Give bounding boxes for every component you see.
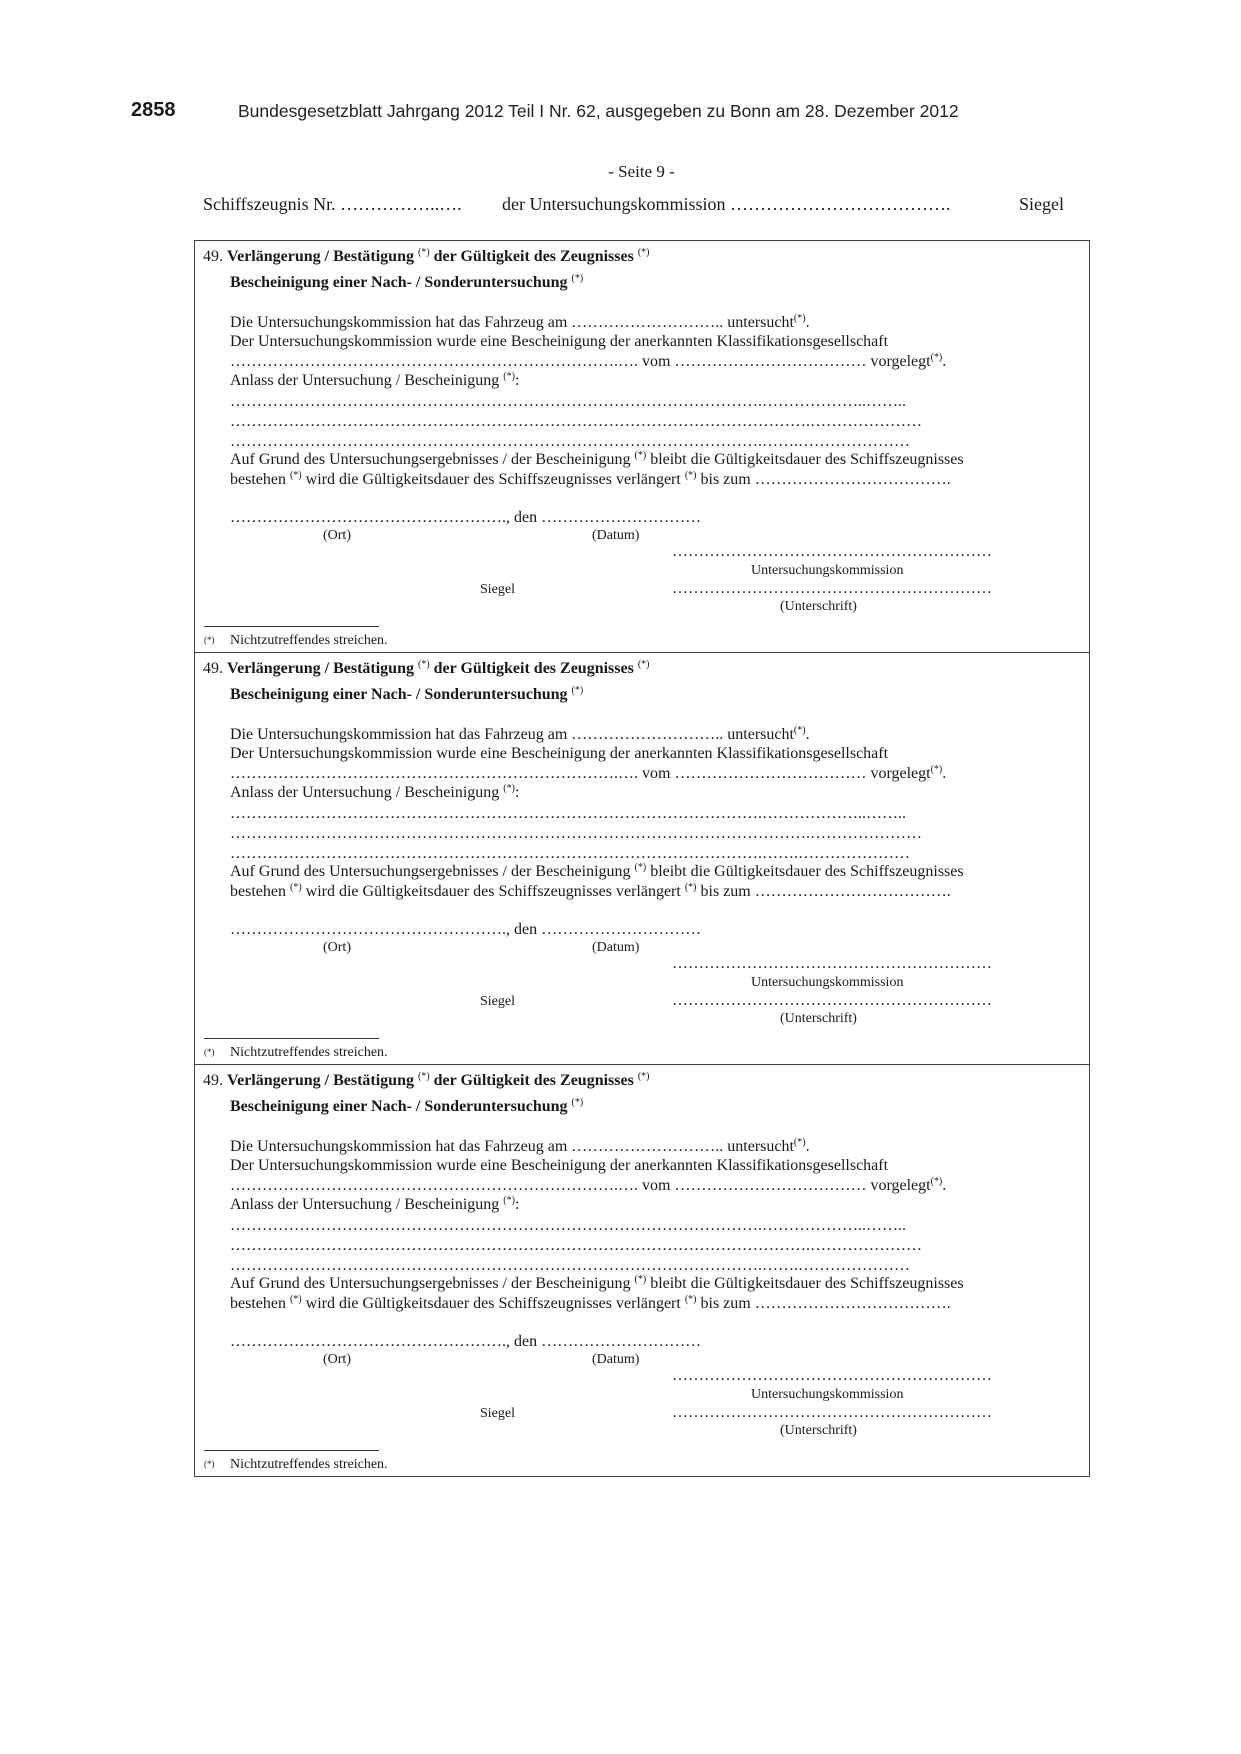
footnote-mark: (*) — [793, 313, 806, 324]
validity-text-c: bis zum ………………………………. — [700, 1295, 951, 1312]
footnote-text: Nichtzutreffendes streichen. — [230, 1045, 388, 1060]
footnote-mark: (*) — [571, 273, 584, 284]
date-caption: (Datum) — [592, 1352, 640, 1367]
seal-label: Siegel — [480, 994, 515, 1009]
footnote-mark: (*) — [571, 685, 584, 696]
submitted-line — [230, 765, 946, 783]
footnote-mark: (*) — [684, 470, 697, 481]
classification-line: Der Untersuchungskommission wurde eine Bescheinigung der anerkannten Klassifikationsgesellschaft — [230, 745, 889, 762]
inspection-date-text: Die Untersuchungskommission hat das Fahrzeug am ……………………….. untersucht — [230, 314, 794, 331]
punctuation: . — [805, 314, 810, 331]
footnote-rule — [204, 1038, 379, 1039]
footnote-mark: (*) — [684, 882, 697, 893]
inspection-date-text: Die Untersuchungskommission hat das Fahrzeug am ……………………….. untersucht — [230, 726, 794, 743]
inspection-date-line — [230, 726, 810, 744]
punctuation: . — [942, 353, 947, 370]
place-caption: (Ort) — [323, 940, 351, 955]
header-seal-label: Siegel — [1019, 194, 1064, 214]
validity-text-b: wird die Gültigkeitsdauer des Schiffszeugnisses verlängert — [305, 471, 681, 488]
footnote-line — [204, 1042, 215, 1061]
signature-dots: …………………………………………………… — [672, 992, 992, 1009]
footnote-mark: (*) — [930, 352, 943, 363]
form-subtitle-line — [230, 274, 583, 292]
footnote-line — [204, 630, 215, 649]
form-block-2 — [194, 652, 1090, 1064]
commission-caption: Untersuchungskommission — [751, 563, 904, 578]
form-subtitle: Bescheinigung einer Nach- / Sonderuntersuchung — [230, 274, 568, 291]
date-caption: (Datum) — [592, 528, 640, 543]
commission-dots: …………………………………………………… — [672, 543, 992, 560]
signature-dots: …………………………………………………… — [672, 580, 992, 597]
footnote-mark: (*) — [634, 1274, 647, 1285]
item-number: 49. — [203, 248, 223, 265]
reason-label: Anlass der Untersuchung / Bescheinigung — [230, 784, 500, 801]
title-part-a: Verlängerung / Bestätigung — [227, 248, 414, 265]
form-subtitle: Bescheinigung einer Nach- / Sonderuntersuchung — [230, 1098, 568, 1115]
validity-text-a: bestehen — [230, 1295, 286, 1312]
item-number: 49. — [203, 660, 223, 677]
signature-caption: (Unterschrift) — [780, 1011, 857, 1026]
reason-dots-2: ……………………………………………………………………………………………….………………… — [230, 413, 922, 430]
signature-caption: (Unterschrift) — [780, 1423, 857, 1438]
footnote-mark: (*) — [289, 1294, 302, 1305]
reason-dots-3: ……………………………………………………………………………………….…….………………… — [230, 1257, 910, 1274]
footnote-marker: (*) — [204, 1459, 215, 1469]
footnote-mark: (*) — [637, 247, 650, 258]
page-indicator: - Seite 9 - — [608, 162, 675, 181]
footnote-mark: (*) — [637, 1071, 650, 1082]
form-block-3 — [194, 1064, 1090, 1477]
place-date-line: ……………………………………………., den ………………………… — [230, 509, 702, 526]
page-number: 2858 — [131, 99, 176, 121]
item-number: 49. — [203, 1072, 223, 1089]
footnote-mark: (*) — [930, 764, 943, 775]
footnote-mark: (*) — [634, 862, 647, 873]
result-line — [230, 451, 964, 469]
place-date-line: ……………………………………………., den ………………………… — [230, 1333, 702, 1350]
publication-title: Bundesgesetzblatt Jahrgang 2012 Teil I Nr. 62, ausgegeben zu Bonn am 28. Dezember 2012 — [238, 101, 959, 121]
footnote-mark: (*) — [793, 725, 806, 736]
punctuation: : — [514, 784, 520, 801]
footnote-mark: (*) — [571, 1097, 584, 1108]
signature-dots: …………………………………………………… — [672, 1404, 992, 1421]
commission-field: der Untersuchungskommission ………………………………. — [502, 194, 951, 214]
commission-caption: Untersuchungskommission — [751, 975, 904, 990]
reason-dots-1: ……………………………………………………………………………………….………………..…….. — [230, 1217, 906, 1234]
reason-dots-3: ……………………………………………………………………………………….…….………………… — [230, 845, 910, 862]
validity-text-b: wird die Gültigkeitsdauer des Schiffszeugnisses verlängert — [305, 1295, 681, 1312]
validity-text-c: bis zum ………………………………. — [700, 883, 951, 900]
footnote-text: Nichtzutreffendes streichen. — [230, 633, 388, 648]
result-text-a: Auf Grund des Untersuchungsergebnisses / der Bescheinigung — [230, 1275, 631, 1292]
punctuation: : — [514, 1196, 520, 1213]
title-part-b: der Gültigkeit des Zeugnisses — [433, 660, 634, 677]
reason-line — [230, 784, 519, 802]
classification-line: Der Untersuchungskommission wurde eine Bescheinigung der anerkannten Klassifikationsgesellschaft — [230, 333, 889, 350]
submitted-text: ……………………………………………………………….…. vom ……………………………… vorgelegt — [230, 353, 931, 370]
form-title-line — [203, 248, 650, 266]
result-text-a: Auf Grund des Untersuchungsergebnisses / der Bescheinigung — [230, 451, 631, 468]
validity-text-b: wird die Gültigkeitsdauer des Schiffszeugnisses verlängert — [305, 883, 681, 900]
validity-line — [230, 471, 951, 489]
inspection-date-line — [230, 1138, 810, 1156]
commission-dots: …………………………………………………… — [672, 955, 992, 972]
footnote-mark: (*) — [503, 783, 515, 794]
footnote-mark: (*) — [637, 659, 650, 670]
punctuation: . — [805, 726, 810, 743]
result-line — [230, 863, 964, 881]
title-part-b: der Gültigkeit des Zeugnisses — [433, 248, 634, 265]
validity-text-a: bestehen — [230, 471, 286, 488]
form-title-line — [203, 660, 650, 678]
seal-label: Siegel — [480, 1406, 515, 1421]
footnote-mark: (*) — [289, 882, 302, 893]
punctuation: . — [942, 765, 947, 782]
commission-dots: …………………………………………………… — [672, 1367, 992, 1384]
footnote-mark: (*) — [417, 247, 430, 258]
result-text-a: Auf Grund des Untersuchungsergebnisses / der Bescheinigung — [230, 863, 631, 880]
footnote-text: Nichtzutreffendes streichen. — [230, 1457, 388, 1472]
inspection-date-text: Die Untersuchungskommission hat das Fahrzeug am ……………………….. untersucht — [230, 1138, 794, 1155]
footnote-mark: (*) — [634, 450, 647, 461]
footnote-mark: (*) — [417, 659, 430, 670]
inspection-date-line — [230, 314, 810, 332]
form-subtitle-line — [230, 1098, 583, 1116]
commission-caption: Untersuchungskommission — [751, 1387, 904, 1402]
place-date-line: ……………………………………………., den ………………………… — [230, 921, 702, 938]
submitted-text: ……………………………………………………………….…. vom ……………………………… vorgelegt — [230, 1177, 931, 1194]
form-block-1 — [194, 240, 1090, 652]
reason-dots-2: ……………………………………………………………………………………………….………………… — [230, 1237, 922, 1254]
footnote-mark: (*) — [930, 1176, 943, 1187]
footnote-mark: (*) — [503, 371, 515, 382]
reason-line — [230, 1196, 519, 1214]
title-part-a: Verlängerung / Bestätigung — [227, 1072, 414, 1089]
result-text-b: bleibt die Gültigkeitsdauer des Schiffszeugnisses — [650, 451, 964, 468]
form-title-line — [203, 1072, 650, 1090]
reason-line — [230, 372, 519, 390]
footnote-marker: (*) — [204, 635, 215, 645]
footnote-mark: (*) — [684, 1294, 697, 1305]
place-caption: (Ort) — [323, 528, 351, 543]
submitted-text: ……………………………………………………………….…. vom ……………………………… vorgelegt — [230, 765, 931, 782]
validity-line — [230, 883, 951, 901]
submitted-line — [230, 1177, 946, 1195]
footnote-rule — [204, 626, 379, 627]
reason-label: Anlass der Untersuchung / Bescheinigung — [230, 1196, 500, 1213]
footnote-mark: (*) — [793, 1137, 806, 1148]
submitted-line — [230, 353, 946, 371]
classification-line: Der Untersuchungskommission wurde eine Bescheinigung der anerkannten Klassifikationsgesellschaft — [230, 1157, 889, 1174]
result-line — [230, 1275, 964, 1293]
punctuation: . — [805, 1138, 810, 1155]
reason-label: Anlass der Untersuchung / Bescheinigung — [230, 372, 500, 389]
result-text-b: bleibt die Gültigkeitsdauer des Schiffszeugnisses — [650, 1275, 964, 1292]
validity-text-a: bestehen — [230, 883, 286, 900]
certificate-number-field: Schiffszeugnis Nr. ……………..…. — [203, 194, 462, 214]
signature-caption: (Unterschrift) — [780, 599, 857, 614]
reason-dots-1: ……………………………………………………………………………………….………………..…….. — [230, 805, 906, 822]
result-text-b: bleibt die Gültigkeitsdauer des Schiffszeugnisses — [650, 863, 964, 880]
footnote-mark: (*) — [503, 1195, 515, 1206]
reason-dots-2: ……………………………………………………………………………………………….………………… — [230, 825, 922, 842]
title-part-b: der Gültigkeit des Zeugnisses — [433, 1072, 634, 1089]
footnote-marker: (*) — [204, 1047, 215, 1057]
form-subtitle: Bescheinigung einer Nach- / Sonderuntersuchung — [230, 686, 568, 703]
date-caption: (Datum) — [592, 940, 640, 955]
validity-line — [230, 1295, 951, 1313]
punctuation: . — [942, 1177, 947, 1194]
punctuation: : — [514, 372, 520, 389]
validity-text-c: bis zum ………………………………. — [700, 471, 951, 488]
footnote-mark: (*) — [417, 1071, 430, 1082]
footnote-mark: (*) — [289, 470, 302, 481]
reason-dots-1: ……………………………………………………………………………………….………………..…….. — [230, 393, 906, 410]
reason-dots-3: ……………………………………………………………………………………….…….………………… — [230, 433, 910, 450]
place-caption: (Ort) — [323, 1352, 351, 1367]
title-part-a: Verlängerung / Bestätigung — [227, 660, 414, 677]
form-subtitle-line — [230, 686, 583, 704]
footnote-line — [204, 1454, 215, 1473]
footnote-rule — [204, 1450, 379, 1451]
seal-label: Siegel — [480, 582, 515, 597]
